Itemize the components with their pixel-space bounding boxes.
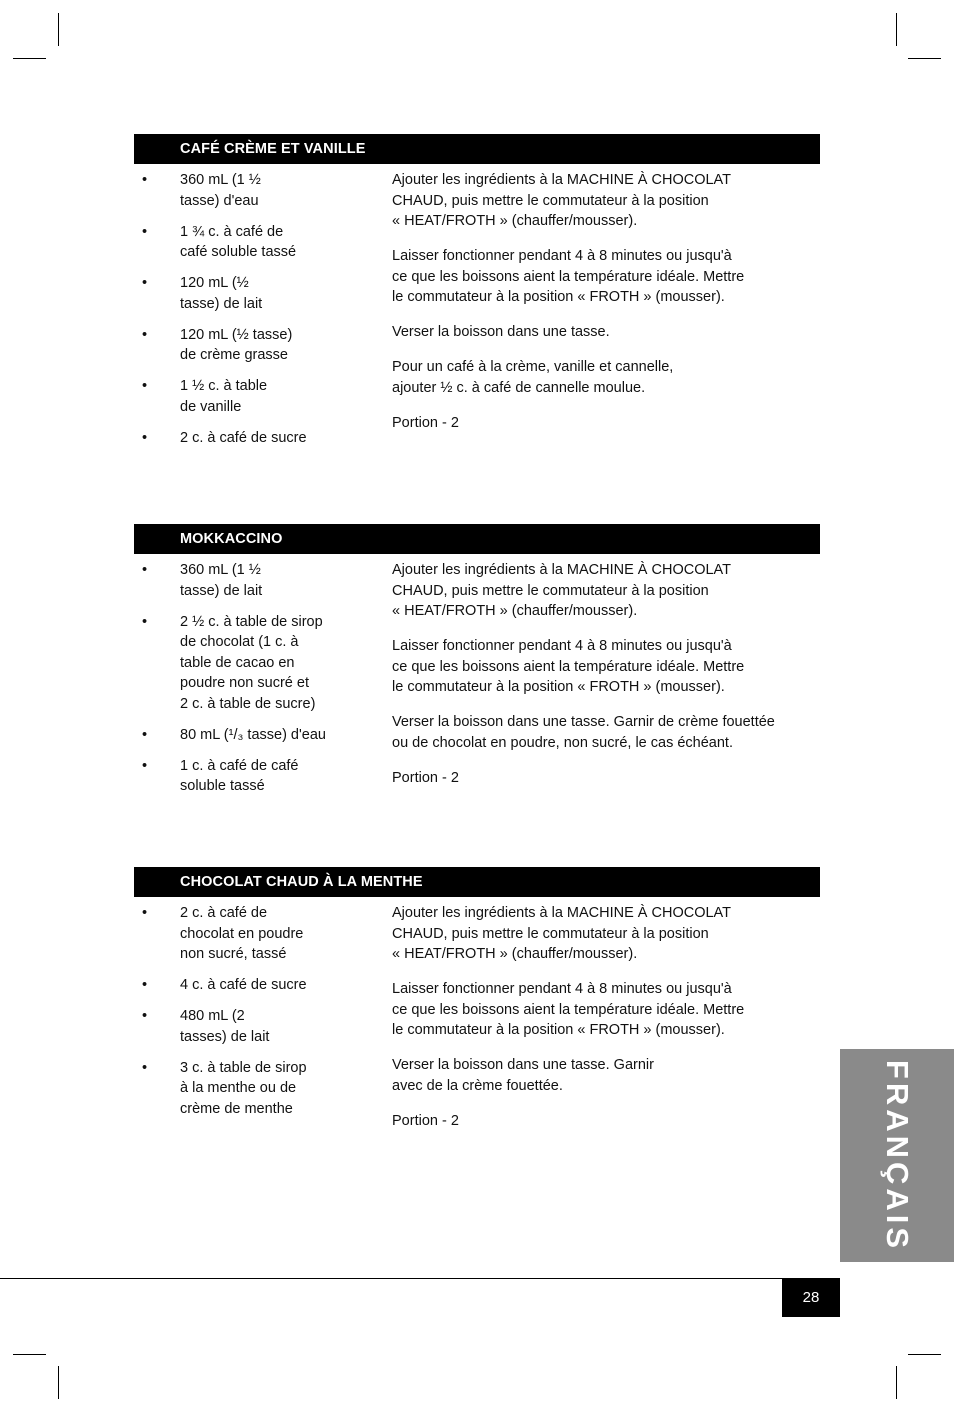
bullet-icon: • (142, 757, 148, 774)
instruction-line: CHAUD, puis mettre le commutateur à la position (392, 192, 709, 209)
ingredient-item (134, 975, 354, 996)
ingredient-line: 120 mL (½ tasse) (180, 326, 293, 343)
instruction-paragraph (392, 903, 820, 965)
bullet-icon: • (142, 613, 148, 630)
bullet-icon: • (142, 275, 148, 291)
instruction-line: Pour un café à la crème, vanille et cannelle, (392, 359, 674, 375)
language-tab (840, 1049, 954, 1262)
instruction-line: ajouter ½ c. à café de cannelle moulue. (392, 379, 646, 396)
recipe-title: CAFÉ CRÈME ET VANILLE (134, 134, 820, 164)
bullet-icon: • (142, 378, 148, 394)
page-number: 28 (782, 1278, 840, 1317)
instruction-paragraph (392, 1111, 820, 1132)
ingredient-line: table de cacao en (180, 654, 295, 671)
instruction-line: CHAUD, puis mettre le commutateur à la position (392, 582, 709, 599)
instruction-list (392, 903, 820, 1146)
ingredient-line: 80 mL (¹/₃ tasse) d'eau (180, 726, 326, 743)
crop-mark (58, 13, 59, 46)
recipe-section (134, 134, 820, 446)
ingredient-item (134, 1006, 354, 1047)
crop-mark (908, 1354, 941, 1355)
ingredient-list (134, 170, 354, 459)
ingredient-line: tasses) de lait (180, 1028, 270, 1045)
bullet-icon: • (142, 326, 148, 343)
ingredient-line: 120 mL (½ (180, 275, 249, 291)
crop-mark (13, 1354, 46, 1355)
bullet-icon: • (142, 726, 148, 743)
instruction-paragraph (392, 712, 820, 753)
bullet-icon: • (142, 1059, 148, 1076)
instruction-paragraph (392, 413, 820, 434)
ingredient-line: soluble tassé (180, 778, 265, 794)
instruction-line: Verser la boisson dans une tasse. Garnir de crème fouettée (392, 714, 775, 730)
crop-mark (58, 1366, 59, 1399)
recipe-section (134, 867, 820, 1129)
instruction-line: Portion - 2 (392, 414, 459, 431)
instruction-paragraph (392, 768, 820, 789)
instruction-line: « HEAT/FROTH » (chauffer/mousser). (392, 603, 638, 619)
instruction-line: le commutateur à la position « FROTH » (mousser). (392, 1022, 725, 1038)
instruction-line: Ajouter les ingrédients à la MACHINE À CHOCOLAT (392, 172, 731, 188)
ingredient-item (134, 612, 354, 715)
crop-mark (908, 58, 941, 59)
ingredient-item (134, 560, 354, 601)
instruction-line: Ajouter les ingrédients à la MACHINE À CHOCOLAT (392, 562, 731, 578)
recipe-title: MOKKACCINO (134, 524, 820, 554)
instruction-list (392, 170, 820, 448)
instruction-line: Laisser fonctionner pendant 4 à 8 minutes ou jusqu'à (392, 981, 732, 997)
instruction-line: le commutateur à la position « FROTH » (mousser). (392, 289, 725, 305)
instruction-line: Portion - 2 (392, 1112, 459, 1129)
instruction-list (392, 560, 820, 803)
ingredient-line: de chocolat (1 c. à (180, 634, 299, 650)
ingredient-list (134, 560, 354, 807)
instruction-line: ce que les boissons aient la température idéale. Mettre (392, 268, 745, 285)
instruction-line: « HEAT/FROTH » (chauffer/mousser). (392, 946, 638, 962)
ingredient-line: tasse) de lait (180, 582, 263, 599)
ingredient-line: crème de menthe (180, 1100, 293, 1117)
ingredient-line: 2 c. à café de sucre (180, 429, 307, 446)
instruction-line: « HEAT/FROTH » (chauffer/mousser). (392, 213, 638, 229)
ingredient-line: café soluble tassé (180, 244, 297, 260)
ingredient-line: non sucré, tassé (180, 946, 287, 962)
instruction-line: ce que les boissons aient la température idéale. Mettre (392, 658, 745, 675)
ingredient-line: 1 c. à café de café (180, 757, 299, 774)
ingredient-line: 2 c. à table de sucre) (180, 695, 316, 712)
instruction-paragraph (392, 560, 820, 622)
ingredient-item (134, 222, 354, 263)
ingredient-line: de crème grasse (180, 347, 288, 363)
ingredient-item (134, 325, 354, 366)
ingredient-item (134, 273, 354, 314)
recipe-section (134, 524, 820, 794)
ingredient-line: 1 ½ c. à table (180, 378, 268, 394)
instruction-line: Laisser fonctionner pendant 4 à 8 minutes ou jusqu'à (392, 638, 732, 654)
bullet-icon: • (142, 172, 148, 188)
ingredient-line: poudre non sucré et (180, 675, 309, 691)
instruction-line: Ajouter les ingrédients à la MACHINE À CHOCOLAT (392, 905, 731, 921)
ingredient-item (134, 725, 354, 746)
recipe-title: CHOCOLAT CHAUD À LA MENTHE (134, 867, 820, 897)
ingredient-line: à la menthe ou de (180, 1080, 297, 1096)
ingredient-item (134, 1058, 354, 1120)
ingredient-line: de vanille (180, 398, 242, 415)
ingredient-line: 360 mL (1 ½ (180, 562, 261, 578)
instruction-line: Portion - 2 (392, 769, 459, 786)
instruction-paragraph (392, 246, 820, 308)
instruction-paragraph (392, 322, 820, 343)
ingredient-item (134, 170, 354, 211)
ingredient-line: 2 ½ c. à table de sirop (180, 613, 323, 630)
instruction-paragraph (392, 636, 820, 698)
ingredient-line: 2 c. à café de (180, 905, 268, 921)
ingredient-item (134, 756, 354, 797)
instruction-paragraph (392, 357, 820, 398)
instruction-line: le commutateur à la position « FROTH » (mousser). (392, 679, 725, 695)
ingredient-line: tasse) de lait (180, 295, 263, 312)
ingredient-item (134, 428, 354, 449)
instruction-line: Laisser fonctionner pendant 4 à 8 minutes ou jusqu'à (392, 248, 732, 264)
ingredient-line: tasse) d'eau (180, 192, 259, 209)
bullet-icon: • (142, 977, 148, 993)
crop-mark (13, 58, 46, 59)
bullet-icon: • (142, 1008, 148, 1024)
instruction-line: Verser la boisson dans une tasse. (392, 324, 610, 340)
footer-rule (0, 1278, 840, 1279)
ingredient-line: 480 mL (2 (180, 1008, 245, 1024)
instruction-line: ce que les boissons aient la température idéale. Mettre (392, 1001, 745, 1018)
instruction-paragraph (392, 979, 820, 1041)
bullet-icon: • (142, 562, 148, 578)
crop-mark (896, 13, 897, 46)
language-tab-label: FRANÇAIS (880, 1059, 915, 1252)
ingredient-line: 3 c. à table de sirop (180, 1059, 307, 1076)
instruction-line: avec de la crème fouettée. (392, 1077, 563, 1094)
ingredient-line: chocolat en poudre (180, 925, 304, 942)
ingredient-line: 360 mL (1 ½ (180, 172, 261, 188)
bullet-icon: • (142, 429, 148, 446)
instruction-line: CHAUD, puis mettre le commutateur à la position (392, 925, 709, 942)
ingredient-item (134, 376, 354, 417)
instruction-line: Verser la boisson dans une tasse. Garnir (392, 1057, 654, 1073)
instruction-line: ou de chocolat en poudre, non sucré, le cas échéant. (392, 734, 733, 751)
crop-mark (896, 1366, 897, 1399)
instruction-paragraph (392, 1055, 820, 1096)
bullet-icon: • (142, 223, 148, 240)
ingredient-list (134, 903, 354, 1130)
instruction-paragraph (392, 170, 820, 232)
ingredient-line: 4 c. à café de sucre (180, 977, 307, 993)
ingredient-line: 1 ¾ c. à café de (180, 223, 284, 240)
bullet-icon: • (142, 905, 148, 921)
ingredient-item (134, 903, 354, 965)
